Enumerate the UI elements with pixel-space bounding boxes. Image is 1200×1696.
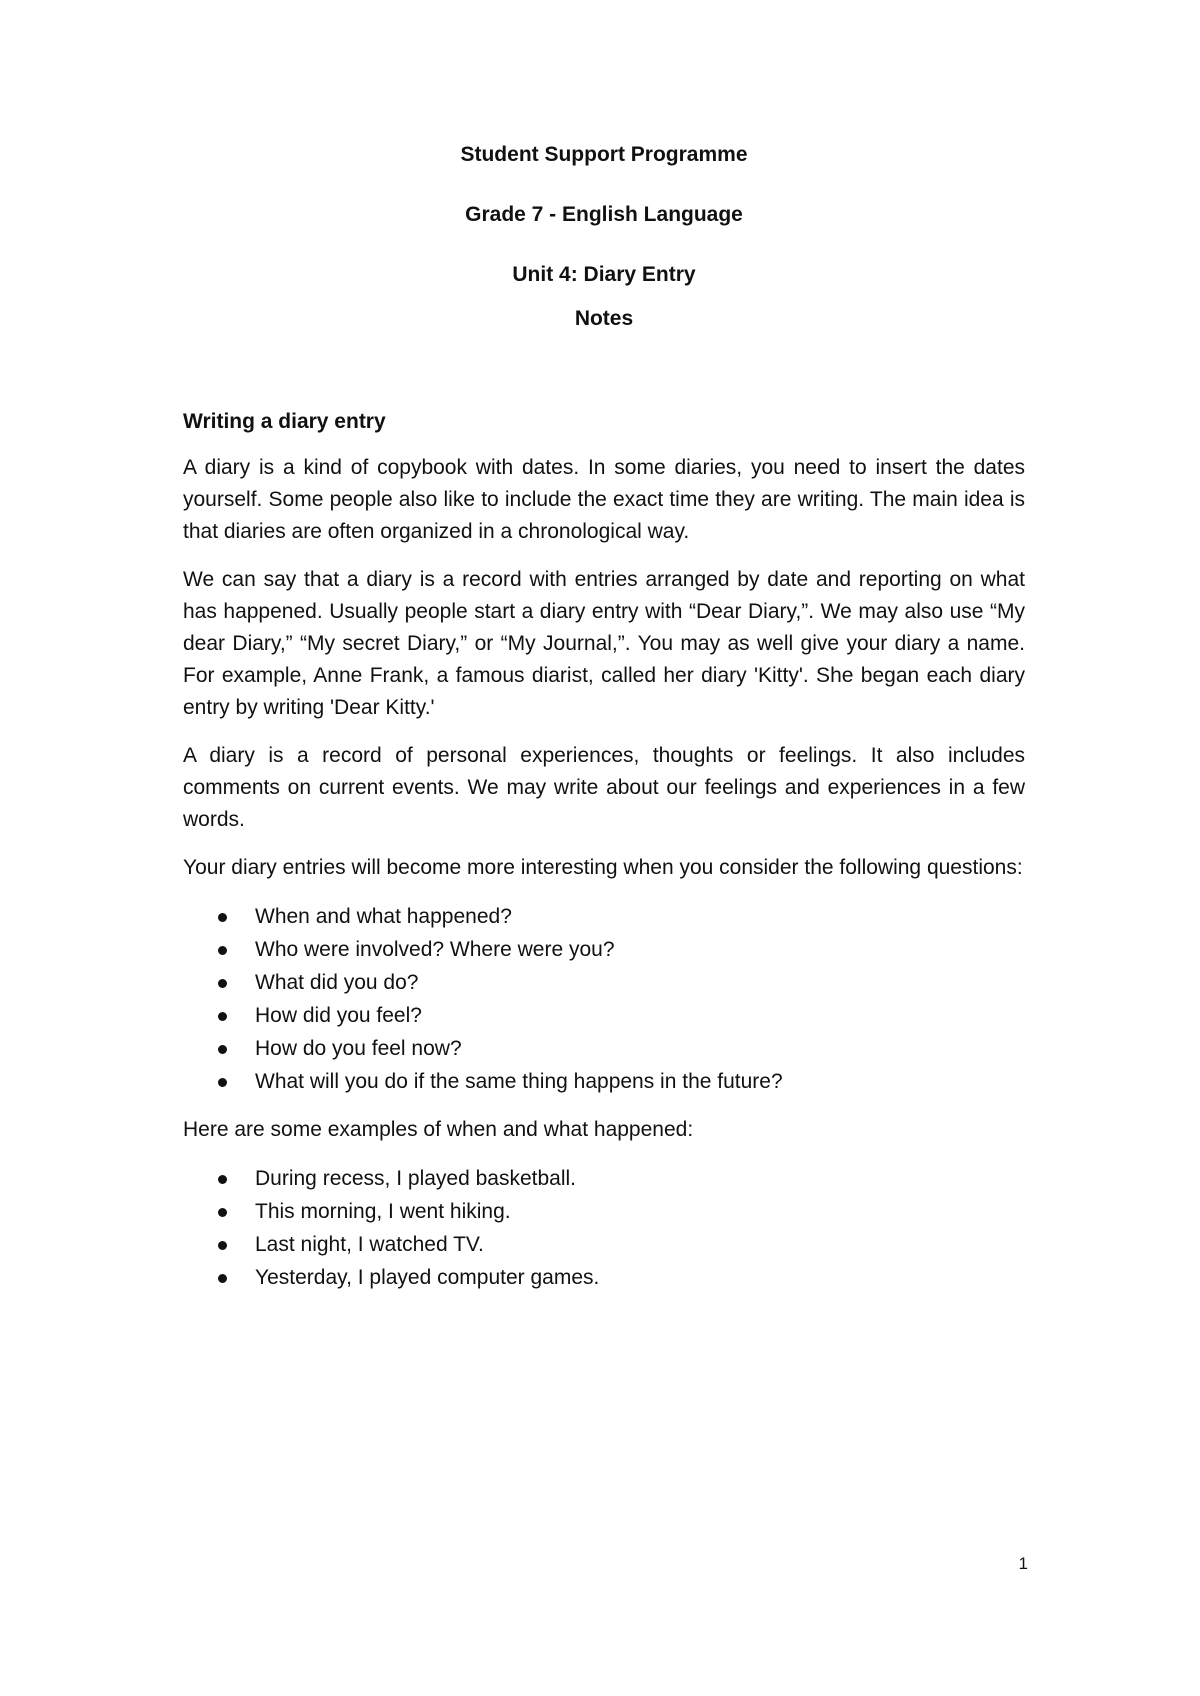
list-item-text: This morning, I went hiking. — [255, 1200, 511, 1223]
notes-title: Notes — [574, 307, 634, 330]
examples-list — [183, 1162, 1025, 1294]
questions-list — [183, 900, 1025, 1098]
list-item — [183, 933, 1025, 966]
bullet-icon — [218, 1078, 227, 1087]
list-item — [183, 1162, 1025, 1195]
list-item — [183, 999, 1025, 1032]
list-item — [183, 1032, 1025, 1065]
list-item-text: Last night, I watched TV. — [255, 1233, 484, 1256]
unit-title: Unit 4: Diary Entry — [512, 263, 696, 286]
page-number: 1 — [1018, 1554, 1028, 1573]
list-item — [183, 966, 1025, 999]
bullet-icon — [218, 979, 227, 988]
list-item-text: What will you do if the same thing happens in the future? — [255, 1070, 783, 1093]
bullet-icon — [218, 1208, 227, 1217]
page-content — [183, 140, 1025, 1310]
bullet-icon — [218, 1274, 227, 1283]
paragraph-diary-definition: A diary is a kind of copybook with dates. In some diaries, you need to insert the dates yourself. Some people also like to include the exact time they are writing. The main idea is that diaries are often organized in a chronological way. — [183, 456, 1025, 543]
bullet-icon — [218, 1241, 227, 1250]
paragraph-personal-experiences: A diary is a record of personal experiences, thoughts or feelings. It also includes comments on current events. We may write about our feelings and experiences in a few words. — [183, 744, 1025, 831]
list-item — [183, 1261, 1025, 1294]
programme-title: Student Support Programme — [460, 143, 748, 166]
bullet-icon — [218, 1045, 227, 1054]
paragraph-diary-record: We can say that a diary is a record with entries arranged by date and reporting on what has happened. Usually people start a diary entry with “Dear Diary,”. We may also use “My dear Diary,” “My secret Diary,” or “My Journal,”. You may as well give your diary a name. For example, Anne Frank, a famous diarist, called her diary 'Kitty'. She began each diary entry by writing 'Dear Kitty.' — [183, 568, 1025, 719]
list-item-text: What did you do? — [255, 971, 419, 994]
list-item-text: How do you feel now? — [255, 1037, 462, 1060]
paragraph-examples-intro: Here are some examples of when and what happened: — [183, 1118, 694, 1141]
bullet-icon — [218, 913, 227, 922]
paragraph-questions-intro: Your diary entries will become more interesting when you consider the following questions: — [183, 856, 1023, 879]
list-item-text: Yesterday, I played computer games. — [255, 1266, 600, 1289]
list-item-text: During recess, I played basketball. — [255, 1167, 576, 1190]
grade-title: Grade 7 - English Language — [465, 203, 743, 226]
list-item — [183, 1065, 1025, 1098]
bullet-icon — [218, 1012, 227, 1021]
bullet-icon — [218, 1175, 227, 1184]
list-item — [183, 1195, 1025, 1228]
section-heading: Writing a diary entry — [183, 410, 386, 433]
list-item — [183, 900, 1025, 933]
list-item-text: How did you feel? — [255, 1004, 422, 1027]
list-item-text: When and what happened? — [255, 905, 512, 928]
list-item — [183, 1228, 1025, 1261]
list-item-text: Who were involved? Where were you? — [255, 938, 615, 961]
bullet-icon — [218, 946, 227, 955]
